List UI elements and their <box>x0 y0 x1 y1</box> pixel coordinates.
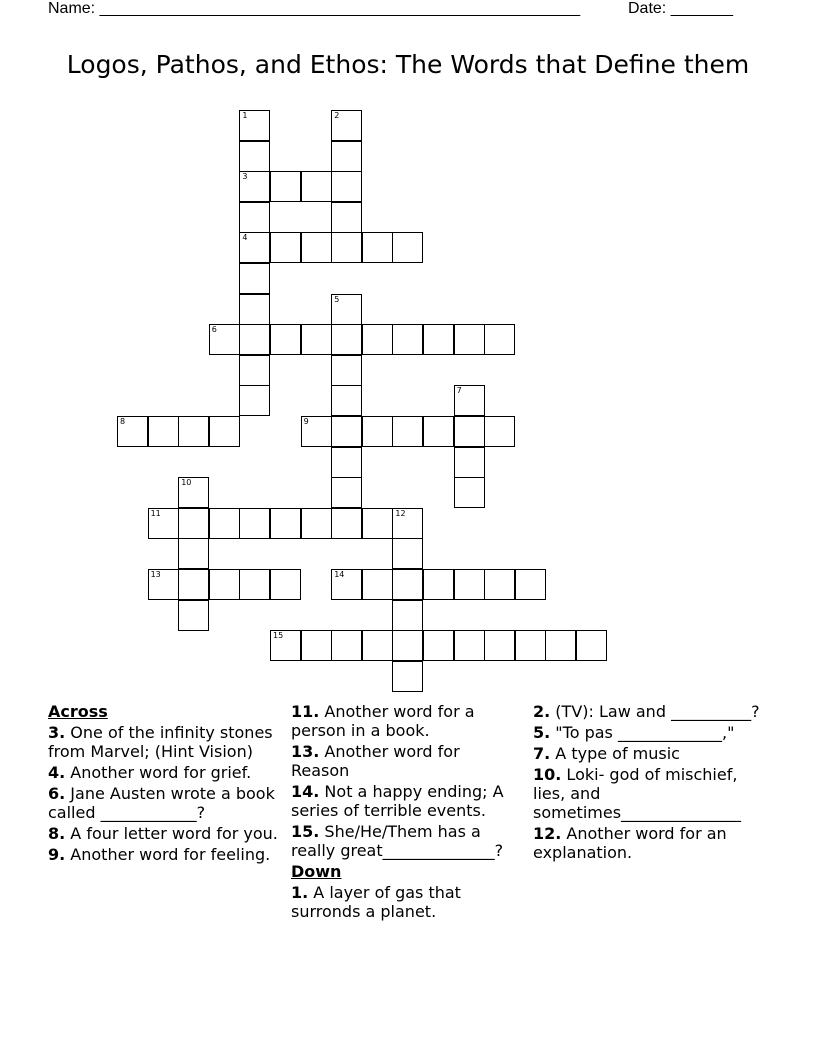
grid-cell[interactable] <box>331 385 362 416</box>
grid-cell[interactable] <box>209 569 240 600</box>
clue-item <box>48 723 280 761</box>
grid-cell[interactable] <box>362 324 393 355</box>
clue-number: 3 <box>242 172 248 182</box>
clues-column-2 <box>291 702 523 923</box>
clue-number: 12 <box>395 508 406 518</box>
down-clues <box>291 883 523 921</box>
clue-item-text: Another word for grief. <box>65 763 252 782</box>
clue-item <box>48 845 280 864</box>
grid-cell[interactable] <box>331 171 362 202</box>
grid-cell[interactable] <box>362 630 393 661</box>
grid-cell[interactable] <box>331 447 362 478</box>
grid-cell[interactable] <box>117 416 148 447</box>
clue-item-number: 6. <box>48 784 66 803</box>
grid-cell[interactable] <box>331 508 362 539</box>
clue-item-number: 13. <box>291 742 320 761</box>
clue-number: 14 <box>334 570 345 579</box>
clue-item-text: (TV): Law and __________? <box>550 702 760 721</box>
clue-item <box>533 744 765 763</box>
grid-cell[interactable] <box>331 630 362 661</box>
clue-item-text: One of the infinity stones from Marvel; (Hint Vision) <box>48 723 273 761</box>
grid-cell[interactable] <box>239 232 270 263</box>
grid-cell[interactable] <box>331 110 362 141</box>
clue-number: 4 <box>242 233 248 243</box>
grid-cell[interactable] <box>239 294 270 325</box>
clue-item-number: 2. <box>533 702 551 721</box>
grid-cell[interactable] <box>178 569 209 600</box>
clue-item <box>48 824 280 843</box>
grid-cell[interactable] <box>209 508 240 539</box>
grid-cell[interactable] <box>392 600 423 631</box>
grid-cell[interactable] <box>301 508 332 539</box>
clue-number: 11 <box>150 508 161 518</box>
clue-number: 7 <box>456 386 462 396</box>
clues-column-1 <box>48 702 280 866</box>
clue-number: 5 <box>334 294 340 304</box>
grid-cell[interactable] <box>515 569 546 600</box>
clue-item <box>48 784 280 822</box>
clue-item-number: 9. <box>48 845 66 864</box>
grid-cell[interactable] <box>423 569 454 600</box>
clue-item-text: Another word for an explanation. <box>533 824 727 862</box>
grid-cell[interactable] <box>423 630 454 661</box>
grid-cell[interactable] <box>331 294 362 325</box>
grid-cell[interactable] <box>178 477 209 508</box>
grid-cell[interactable] <box>239 569 270 600</box>
clue-item-text: "To pas _____________," <box>550 723 735 742</box>
grid-cell[interactable] <box>362 508 393 539</box>
clue-number: 9 <box>303 417 309 426</box>
grid-cell[interactable] <box>178 416 209 447</box>
clue-item-text: A type of music <box>550 744 680 763</box>
grid-cell[interactable] <box>392 508 423 539</box>
clue-item <box>533 702 765 721</box>
clue-item <box>291 782 523 820</box>
across-heading: Across <box>48 702 108 721</box>
clue-number: 8 <box>120 417 126 426</box>
clue-item-number: 5. <box>533 723 551 742</box>
grid-cell[interactable] <box>178 600 209 631</box>
clue-item <box>48 763 280 782</box>
clue-number: 6 <box>211 325 217 335</box>
grid-cell[interactable] <box>545 630 576 661</box>
clue-item <box>291 742 523 780</box>
clue-item-number: 1. <box>291 883 309 902</box>
grid-cell[interactable] <box>301 324 332 355</box>
grid-cell[interactable] <box>331 232 362 263</box>
across-clues-continued <box>291 702 523 860</box>
grid-cell[interactable] <box>270 324 301 355</box>
clue-item-number: 8. <box>48 824 66 843</box>
clue-item-number: 11. <box>291 702 320 721</box>
grid-cell[interactable] <box>239 508 270 539</box>
grid-cell[interactable] <box>239 141 270 172</box>
clue-item-text: She/He/Them has a really great______________? <box>291 822 504 860</box>
grid-cell[interactable] <box>423 416 454 447</box>
grid-cell[interactable] <box>362 569 393 600</box>
grid-cell[interactable] <box>301 232 332 263</box>
grid-cell[interactable] <box>331 569 362 600</box>
grid-cell[interactable] <box>454 569 485 600</box>
grid-cell[interactable] <box>239 202 270 233</box>
clue-item <box>291 702 523 740</box>
clue-item <box>533 765 765 822</box>
grid-cell[interactable] <box>270 508 301 539</box>
clue-number: 2 <box>334 111 340 120</box>
grid-cell[interactable] <box>484 569 515 600</box>
clue-item <box>533 824 765 862</box>
clue-number: 15 <box>273 631 284 641</box>
grid-cell[interactable] <box>209 324 240 355</box>
grid-cell[interactable] <box>454 477 485 508</box>
grid-cell[interactable] <box>148 416 179 447</box>
grid-cell[interactable] <box>392 232 423 263</box>
grid-cell[interactable] <box>270 569 301 600</box>
name-field: Name: ______________________________________________________ <box>48 0 581 17</box>
grid-cell[interactable] <box>301 171 332 202</box>
grid-cell[interactable] <box>270 232 301 263</box>
clue-item-number: 10. <box>533 765 562 784</box>
grid-cell[interactable] <box>362 416 393 447</box>
grid-cell[interactable] <box>301 416 332 447</box>
clue-item-text: Jane Austen wrote a book called ____________? <box>48 784 275 822</box>
clue-item-text: Loki- god of mischief, lies, and sometimes_______________ <box>533 765 742 822</box>
grid-cell[interactable] <box>178 508 209 539</box>
clue-item <box>291 822 523 860</box>
clue-item-text: Another word for Reason <box>291 742 460 780</box>
grid-cell[interactable] <box>331 202 362 233</box>
grid-cell[interactable] <box>484 324 515 355</box>
clue-item-text: A four letter word for you. <box>65 824 278 843</box>
grid-cell[interactable] <box>362 232 393 263</box>
grid-cell[interactable] <box>239 263 270 294</box>
grid-cell[interactable] <box>239 385 270 416</box>
clue-item-number: 14. <box>291 782 320 801</box>
grid-cell[interactable] <box>392 630 423 661</box>
grid-cell[interactable] <box>331 141 362 172</box>
grid-cell[interactable] <box>209 416 240 447</box>
clue-item-text: A layer of gas that surronds a planet. <box>291 883 461 921</box>
grid-cell[interactable] <box>239 110 270 141</box>
clue-item-text: Another word for a person in a book. <box>291 702 475 740</box>
grid-cell[interactable] <box>454 447 485 478</box>
grid-cell[interactable] <box>178 538 209 569</box>
down-clues-continued <box>533 702 765 862</box>
clue-number: 13 <box>150 570 161 579</box>
clue-number: 1 <box>242 111 248 120</box>
clue-item-number: 15. <box>291 822 320 841</box>
grid-cell[interactable] <box>331 477 362 508</box>
grid-cell[interactable] <box>576 630 607 661</box>
clue-item-number: 12. <box>533 824 562 843</box>
grid-cell[interactable] <box>454 385 485 416</box>
grid-cell[interactable] <box>484 630 515 661</box>
grid-cell[interactable] <box>454 630 485 661</box>
grid-cell[interactable] <box>392 538 423 569</box>
clue-item-number: 4. <box>48 763 66 782</box>
grid-cell[interactable] <box>331 324 362 355</box>
grid-cell[interactable] <box>392 324 423 355</box>
grid-cell[interactable] <box>423 324 454 355</box>
grid-cell[interactable] <box>148 508 179 539</box>
grid-cell[interactable] <box>239 171 270 202</box>
grid-cell[interactable] <box>239 355 270 386</box>
clue-item <box>291 883 523 921</box>
grid-cell[interactable] <box>301 630 332 661</box>
page-title: Logos, Pathos, and Ethos: The Words that Define them <box>66 50 750 79</box>
grid-cell[interactable] <box>148 569 179 600</box>
clue-item-number: 3. <box>48 723 66 742</box>
grid-cell[interactable] <box>331 416 362 447</box>
grid-cell[interactable] <box>392 661 423 692</box>
clue-item <box>533 723 765 742</box>
grid-cell[interactable] <box>392 416 423 447</box>
grid-cell[interactable] <box>392 569 423 600</box>
date-field: Date: _______ <box>628 0 733 17</box>
grid-cell[interactable] <box>270 630 301 661</box>
clue-item-text: Not a happy ending; A series of terrible events. <box>291 782 504 820</box>
across-clues <box>48 723 280 864</box>
down-heading: Down <box>291 862 342 881</box>
clue-item-text: Another word for feeling. <box>65 845 271 864</box>
grid-cell[interactable] <box>454 416 485 447</box>
grid-cell[interactable] <box>331 355 362 386</box>
grid-cell[interactable] <box>454 324 485 355</box>
grid-cell[interactable] <box>270 171 301 202</box>
clue-item-number: 7. <box>533 744 551 763</box>
clue-number: 10 <box>181 478 192 488</box>
grid-cell[interactable] <box>515 630 546 661</box>
grid-cell[interactable] <box>239 324 270 355</box>
grid-cell[interactable] <box>484 416 515 447</box>
clues-column-3 <box>533 702 765 864</box>
